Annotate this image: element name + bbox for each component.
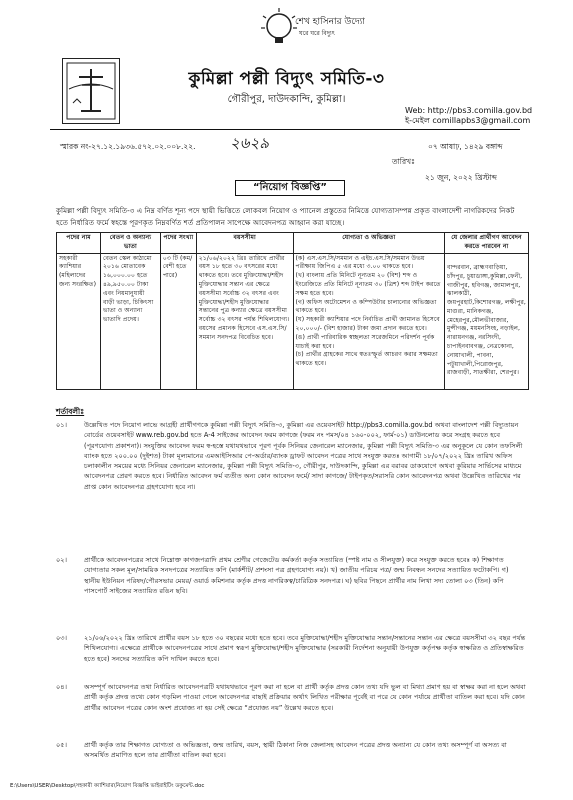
date-bangla: ০৭ আষাঢ়, ১৪২৯ বঙ্গাব্দ <box>428 142 503 151</box>
memo-reference: স্মারক নং-২৭.১২.১৯৩৬.৫৭২.০২.০০৮.২২. <box>60 142 196 151</box>
table-header: পদের সংখ্যা <box>160 233 196 254</box>
email-line[interactable]: ই-মেইল comillapbs3@gmail.com <box>405 116 531 125</box>
condition-number: ০৫। <box>56 741 67 749</box>
excluded-districts-cell: বান্দরবান, ব্রাহ্মণবাড়িয়া, চাঁদপুর, চুয়াডাঙ্গা,কুমিল্লা,ফেনী, গাজীপুর, হবিগঞ্জ, জামালপুর, ঝালকাঠী, জয়পুরহাট,কিশোরগঞ্জ, লক্ষীপুর, মাগুরা, মানিকগঞ্জ, মেহেরপুর,মৌলভীবাজার, মুন্সীগঞ্জ, ময়মনসিংহ, নড়াইল, নারায়নগঞ্জ, নরসিংদী, চাপাইনবাবগঞ্জ, নেত্রকোনা, নোয়াখালী, পাবনা, পটুয়াখালী,পিরোজপুর, রাজবাড়ী, সাতক্ষীরা, শেরপুর। <box>445 253 529 389</box>
campaign-logo-sub: ঘরে ঘরে বিদ্যুৎ <box>299 30 335 37</box>
vacancy-table <box>56 232 529 390</box>
condition-item <box>56 633 526 664</box>
condition-text: অসম্পূর্ণ আবেদনপত্র তথা নির্ধারিত আবেদনপত্রটি যথাযথভাবে পূরণ করা না হলে বা প্রার্থী কর্তৃক প্রদত্ত কোন তথ্য যদি ভুল বা মিথ্যা প্রমাণ হয় বা স্বাক্ষর করা না হলে অথবা প্রার্থী কর্তৃক প্রদত্ত তথ্যে কোন গড়মিল পাওয়া গেলে আবেদনপত্র বাছাই প্রক্রিয়ার অর্থাৎ লিখিত পরীক্ষার পূর্বেই বা পরে যে কোন পর্যায়ে প্রার্থীতা বাতিল করা হবে। যদি কোন প্রার্থীর আবেদন পত্রের কোন অংশ প্রযোজ্য না হয় সেই ক্ষেত্রে “প্রযোজ্য নয়” উল্লেখ করতে হবে। <box>84 683 526 712</box>
condition-number: ০২। <box>56 556 67 564</box>
condition-number: ০১। <box>56 421 67 429</box>
condition-text: উল্লেখিত পদে নিয়োগ লাভে আগ্রহী প্রার্থীগণকে কুমিল্লা পল্লী বিদ্যুৎ সমিতি-৩, কুমিল্লা এর ওয়েবসাইট http://pbs3.comilla.gov.bd অথবা বাংলাদেশ পল্লী বিদ্যুতায়ন বোর্ডের ওয়েবসাইট www.reb.gov.bd হতে A-4 সাইজের আবেদন ফরম কাগজে (ফরম নং পমস/০৪ ১৬০-০০২, ফার্ম-০১) ডাউনলোড করে সংগ্রহ করতে হবে (পূরণযোগ্য প্রকাশনা)। সংযুক্তির আবেদন ফরম স্ব-হস্তে যথাযথভাবে পূরণ পূর্বক সিনিয়র জেনারেল ম্যানেজার, কুমিল্লা পল্লী বিদ্যুৎ সমিতি-৩ এর অনুকূলে যে কোন তফসিলী ব্যাংক হতে ২০০.০০ (দুইশত) টাকা মূল্যমানের এমআইসিআর পে-অর্ডার/ব্যাংক ড্রাফট আবেদন পত্রের সাথে সংযুক্ত করতঃ আগামী ১৮/০৭/২০২২ খ্রিঃ তারিখ অফিস চলাকালীন সময়ের মধ্যে সিনিয়র জেনারেল ম্যানেজার, কুমিল্লা পল্লী বিদ্যুৎ সমিতি-৩, গৌরীপুর, দাউদকান্দি, কুমিল্লা এর বরাবর ডাকযোগে অথবা কুরিয়ার সার্ভিসের মাধ্যমে আবেদনপত্র প্রেরণ করতে হবে। নির্ধারিত আবেদন ফর্ম ব্যতীত অন্য কোন আবেদন ফর্মে/ সাদা কাগজে/ টাইপকৃত/সরাসরি কোন আবেদনপত্র অথবা উল্লেখিত তারিখের পর প্রাপ্ত কোন আবেদনপত্র গ্রহণযোগ্য হবে না। <box>84 421 523 491</box>
date-label: তারিখঃ <box>392 157 415 166</box>
table-row <box>57 253 529 389</box>
condition-text: প্রার্থীকে আবেদনপত্রের সাথে নিম্নোক্ত কাগজপত্রাদি প্রথম শ্রেণীর গেজেটেড কর্মকর্তা কর্তৃক সত্যায়িত (স্পষ্ট নাম ও সীলযুক্ত) করে সংযুক্ত করতে হবেঃ ক) শিক্ষাগত যোগ্যতার সকল মূল/সাময়িক সনদপত্রের সত্যায়িত কপি (মার্কশীট/ প্রশংসা পত্র গ্রহণযোগ্য নয়)। খ) জাতীয় পরিচয় পত্র/ জন্ম নিবন্ধন সনদের সত্যায়িত ফটোকপি। গ) স্থানীয় ইউনিয়ন পরিষদ/পৌরসভার মেয়র/ ওয়ার্ড কমিশনার কর্তৃক প্রদত্ত নাগরিকত্ব/চারিত্রিক সনদপত্র। ঘ) ছবির পিছনে প্রার্থীর নাম লিখা সদ্য তোলা ০৩ (তিন) কপি পাসপোর্ট সাইজের সত্যায়িত রঙিন ছবি। <box>84 556 509 595</box>
table-header: যে জেলার প্রার্থীগণ আবেদন করতে পারবেন না <box>445 233 529 254</box>
table-header-row <box>57 233 529 254</box>
org-address: গৌরীপুর, দাউদকান্দি, কুমিল্লা। <box>227 94 346 105</box>
qualification-cell <box>293 253 445 389</box>
website-line[interactable]: Web: http://pbs3.comilla.gov.bd <box>405 106 533 115</box>
conditions-title: শর্তাবলীঃ <box>56 407 85 416</box>
qualification-item: (গ) অফিস অটোমেশন ও কম্পিউটার চালানোর অভিজ্ঞতা থাকতে হবে। <box>295 298 437 315</box>
table-header: যোগ্যতা ও অভিজ্ঞতা <box>293 233 445 254</box>
qualification-item: (খ) বাংলায় প্রতি মিনিটে নূন্যতম ২০ (বিশ) শব্দ ও ইংরেজিতে প্রতি মিনিটে নূন্যতম ৩০ (ত্রিশ) শব্দ টাইপ করতে সক্ষম হতে হবে। <box>295 272 441 297</box>
campaign-logo-title: শেখ হাসিনার উদ্যোগ <box>295 17 365 27</box>
header-divider <box>50 129 520 130</box>
campaign-logo <box>255 4 365 54</box>
condition-item <box>56 420 526 492</box>
condition-number: ০৩। <box>56 634 67 642</box>
file-path-footer: E:\Users\USER\Desktop\সহকারী ক্যাশিয়ার\নিয়োগ বিজ্ঞপ্তি ভাইরাইটিং ডকুমেন্ট.doc <box>10 783 205 789</box>
org-name: কুমিল্লা পল্লী বিদ্যুৎ সমিতি-৩ <box>188 69 385 89</box>
date-english: ২১ জুন, ২০২২ খ্রিস্টাব্দ <box>425 173 497 182</box>
condition-number: ০৪। <box>56 683 67 691</box>
contact-block <box>405 106 532 126</box>
notice-title: “নিয়োগ বিজ্ঞপ্তি” <box>235 180 345 196</box>
post-count-cell: ০৩ টি (কম/ বেশী হতে পারে) <box>160 253 196 389</box>
condition-item <box>56 740 526 761</box>
condition-item <box>56 682 526 713</box>
condition-item <box>56 555 526 596</box>
table-header: পদের নাম <box>57 233 101 254</box>
age-limit-cell: ২১/০৬/২০২২ খ্রিঃ তারিখে প্রার্থীর বয়স ১৮ হতে ৩০ বৎসরের মধ্যে থাকতে হবে। তবে মুক্তিযোদ্ধা/শহীদ মুক্তিযোদ্ধার সন্তান এর ক্ষেত্রে বয়সসীমা সর্বোচ্চ ৩২ বৎসর এবং মুক্তিযোদ্ধা/শহীদ মুক্তিযোদ্ধার সন্তানের পুত্র কন্যার ক্ষেত্রে বয়সসীমা সর্বোচ্চ ৩২ বৎসর পর্যন্ত শিথিলযোগ্য। বয়সের প্রমানক হিসেবে এস.এস.সি/সমমান সনদপত্র বিবেচিত হবে। <box>196 253 293 389</box>
table-header: বেতন ও অন্যান্য ভাতা <box>100 233 160 254</box>
post-name-cell: সহকারী ক্যাশিয়ার (মহিলাদের জন্য সংরক্ষিত) <box>57 253 101 389</box>
memo-handwritten-number: ২৬২৯ <box>230 134 269 152</box>
qualification-item: (ঙ) প্রার্থী পারিবারিক স্বচ্ছলতা সরেজমিনে পরিদর্শন পূর্বক যাচাই করা হবে। <box>295 333 435 350</box>
qualification-item: (চ) প্রার্থীর গ্রাহকের সাথে স্বতঃস্ফূর্ত আচরণ করার সক্ষমতা থাকতে হবে। <box>295 351 438 368</box>
table-header: বয়সসীমা <box>196 233 293 254</box>
condition-text: প্রার্থী কর্তৃক তার শিক্ষাগত যোগ্যতা ও অভিজ্ঞতা, জন্ম তারিখ, বয়স, স্থায়ী ঠিকানা নিজ জেলাসহ আবেদন পত্রের প্রদত্ত অন্যান্য যে কোন তথ্য অসম্পূর্ণ বা অসত্য বা অসমর্থিত প্রমাণিত হলে তার প্রার্থীতা বাতিল করা হবে। <box>84 741 507 760</box>
condition-text: ২১/০৬/২০২২ খ্রিঃ তারিখে প্রার্থীর বয়স ১৮ হতে ৩০ বছরের মধ্যে হতে হবে। তবে মুক্তিযোদ্ধা/শহীদ মুক্তিযোদ্ধার সন্তান/সন্তানের সন্তান এর ক্ষেত্রে বয়সসীমা ৩২ বছর পর্যন্ত শিথিলযোগ্য। এক্ষেত্রে প্রার্থীকে আবেদনপত্রের সাথে প্রমাণ স্বরূপ মুক্তিযোদ্ধা/শহীদ মুক্তিযোদ্ধার (সরকারী নির্দেশনা অনুযায়ী উপযুক্ত কর্তৃপক্ষ কর্তৃক স্বাক্ষরিত ও প্রতিস্বাক্ষরিত হতে হবে) সনদের সত্যায়িত কপি দাখিল করতে হবে। <box>84 634 526 663</box>
salary-cell: বেতন স্কেল কাঠামো ২০১৬ মোতাবেক ১৬,০০০.০০ হতে ৪৯,৯৫০.০০ টাকা এবং নিয়মানুযায়ী বাড়ী ভাড়া, চিকিৎসা ভাতা ও অন্যান্য ভাতাদি প্রদেয়। <box>100 253 160 389</box>
intro-paragraph: কুমিল্লা পল্লী বিদ্যুৎ সমিতি-৩ এ নিম্ন বর্ণিত শূন্য পদে স্থায়ী ভিত্তিতে লোকবল নিয়োগ ও প্যানেল প্রস্তুতের নিমিত্তে যোগ্যতাসম্পন্ন প্রকৃত বাংলাদেশী নাগরিকদের নিকট হতে নির্ধারিত ফর্মে স্বহস্তে পূরণকৃত নিম্নবর্ণিত শর্ত প্রতিপালন সাপেক্ষে আবেদনপত্র আহ্বান করা যাচ্ছে। <box>56 206 515 227</box>
qualification-item: (ক) এস.এস.সি/সমমান ও এইচ.এস.সি/সমমান উভয় পরীক্ষায় জিপিএ ৫ এর মধ্যে ৩.০০ থাকতে হবে। <box>295 254 425 271</box>
qualification-item: (ঘ) সহকারী ক্যাশিয়ার পদে নির্বাচিত প্রার্থী জামানত হিসেবে ২০,০০০/- (বিশ হাজার) টাকা জমা প্রদান করতে হবে। <box>295 316 440 332</box>
